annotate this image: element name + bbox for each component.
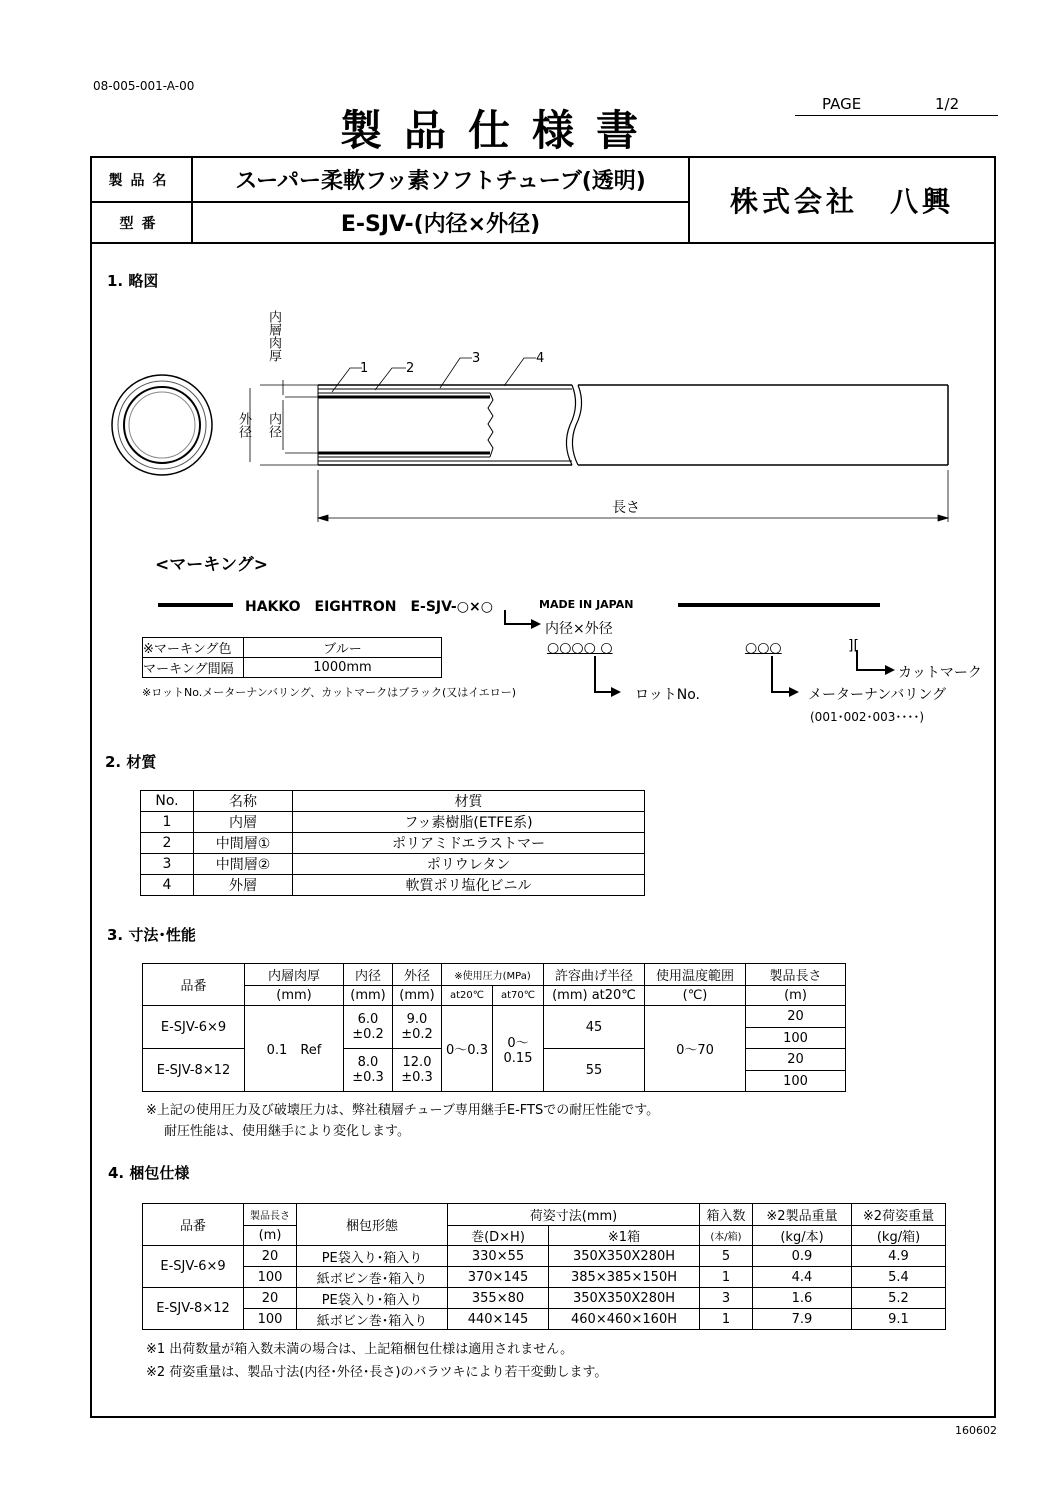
lot-label: ロットNo.	[635, 687, 700, 703]
pkg-box: 460×460×160H	[549, 1309, 700, 1330]
page-underline	[795, 115, 998, 116]
pkg-pkgweight: 5.2	[852, 1288, 946, 1309]
marking-interval-label: マーキング間隔	[143, 658, 244, 678]
pkg-roll: 370×145	[448, 1267, 549, 1288]
tube-body	[318, 385, 948, 465]
marking-bar-left	[158, 603, 233, 607]
inner-diameter-label: 内径	[266, 412, 281, 438]
pkg-header-qty-unit: (本/箱)	[700, 1226, 753, 1246]
pkg-qty: 1	[700, 1309, 753, 1330]
pkg-form: 紙ボビン巻･箱入り	[297, 1267, 448, 1288]
dimension-lines	[250, 380, 948, 522]
pkg-pkgweight: 9.1	[852, 1309, 946, 1330]
meter-label: メーターナンバリング	[808, 687, 947, 703]
pkg-header-roll: 巻(D×H)	[448, 1226, 549, 1246]
company-name: 株式会社 八興	[689, 157, 995, 243]
pkg-weight: 4.4	[753, 1267, 852, 1288]
cut-symbol: ][	[848, 638, 859, 654]
dim-p70a: 0～	[507, 1035, 529, 1051]
materials-table	[140, 790, 645, 896]
dim-header-bend: 許容曲げ半径	[544, 964, 645, 986]
pkg-length: 20	[244, 1246, 297, 1267]
cross-section	[112, 375, 212, 475]
pkg-box: 385×385×150H	[549, 1267, 700, 1288]
pkg-part: E-SJV-8×12	[143, 1288, 244, 1330]
table-row	[141, 812, 645, 833]
inner-thickness-label: 内層肉厚	[266, 310, 281, 362]
mat-no: 4	[141, 875, 194, 896]
mat-no: 3	[141, 854, 194, 875]
dim-header-length-unit: (m)	[746, 986, 846, 1006]
pkg-header-box: ※1箱	[549, 1226, 700, 1246]
cut-mark-label: カットマーク	[898, 665, 982, 681]
dim-od: 12.0	[402, 1055, 432, 1070]
dim-thick: 0.1 Ref	[245, 1006, 344, 1092]
pkg-weight: 1.6	[753, 1288, 852, 1309]
marking-footnote: ※ロットNo.メーターナンバリング、カットマークはブラック(又はイエロー)	[142, 686, 517, 699]
product-name-label: 製品名	[91, 157, 192, 202]
mat-name: 外層	[194, 875, 293, 896]
mat-header-name: 名称	[194, 791, 293, 812]
dimensions-table	[142, 963, 846, 1092]
page-label: PAGE	[822, 95, 862, 113]
pkg-header-length: 製品長さ	[244, 1204, 297, 1226]
model-label: 型番	[91, 202, 192, 243]
mat-name: 内層	[194, 812, 293, 833]
dim-length: 20	[746, 1049, 846, 1071]
lot-symbols: ○○○○ ○	[547, 640, 613, 656]
pkg-header-weight: ※2製品重量	[753, 1204, 852, 1226]
dim-id-tol: ±0.3	[352, 1070, 384, 1085]
pkg-box: 350X350X280H	[549, 1288, 700, 1309]
pkg-note-2: ※2 荷姿重量は、製品寸法(内径･外径･長さ)のバラツキにより若干変動します。	[146, 1365, 608, 1380]
made-in-japan: MADE IN JAPAN	[539, 598, 634, 611]
dim-header-bend-unit: (mm) at20℃	[544, 986, 645, 1006]
dim-header-id: 内径	[344, 964, 393, 986]
dim-header-p20: at20℃	[442, 986, 493, 1006]
header-block	[90, 156, 996, 244]
dim-od-tol: ±0.3	[401, 1070, 433, 1085]
footer-code: 160602	[955, 1424, 997, 1437]
pkg-length: 100	[244, 1267, 297, 1288]
pkg-form: PE袋入り･箱入り	[297, 1288, 448, 1309]
dim-id-tol: ±0.2	[352, 1027, 384, 1042]
dim-p20: 0～0.3	[442, 1006, 493, 1092]
dim-header-od-unit: (mm)	[393, 986, 442, 1006]
marking-dims-note: 内径×外径	[545, 621, 613, 637]
table-row	[141, 833, 645, 854]
marking-color-table	[142, 637, 442, 678]
layer-label-3: 3	[472, 351, 481, 366]
table-row	[143, 1309, 946, 1330]
pkg-qty: 3	[700, 1288, 753, 1309]
mat-name: 中間層①	[194, 833, 293, 854]
pkg-header-length-unit: (m)	[244, 1226, 297, 1246]
dim-header-length: 製品長さ	[746, 964, 846, 986]
pkg-roll: 355×80	[448, 1288, 549, 1309]
mat-no: 2	[141, 833, 194, 854]
layer-label-2: 2	[406, 361, 415, 376]
dim-header-part: 品番	[143, 964, 245, 1006]
dim-header-pressure: ※使用圧力(MPa)	[442, 964, 544, 986]
dim-bend: 55	[544, 1049, 645, 1092]
dim-header-temp-unit: (℃)	[645, 986, 746, 1006]
meter-symbols: ○○○	[745, 640, 782, 656]
dim-header-od: 外径	[393, 964, 442, 986]
pkg-length: 100	[244, 1309, 297, 1330]
meter-sequence: (001･002･003････)	[810, 710, 925, 724]
dim-od: 9.0	[406, 1012, 428, 1027]
section4-heading: 4. 梱包仕様	[108, 1164, 190, 1182]
pkg-length: 20	[244, 1288, 297, 1309]
mat-material: 軟質ポリ塩化ビニル	[293, 875, 645, 896]
length-label: 長さ	[612, 500, 640, 516]
pkg-header-weight-unit: (kg/本)	[753, 1226, 852, 1246]
section2-heading: 2. 材質	[105, 753, 157, 771]
table-row	[141, 875, 645, 896]
marking-color-value: ブルー	[244, 638, 442, 658]
pkg-header-form: 梱包形態	[297, 1204, 448, 1246]
dim-header-thick-unit: (mm)	[245, 986, 344, 1006]
tube-diagram	[100, 300, 980, 530]
dim-od-tol: ±0.2	[401, 1027, 433, 1042]
marking-heading: <マーキング>	[155, 555, 268, 575]
dim-id: 6.0	[357, 1012, 379, 1027]
pkg-header-pkgweight-unit: (kg/箱)	[852, 1226, 946, 1246]
table-row	[143, 1267, 946, 1288]
pkg-box: 350X350X280H	[549, 1246, 700, 1267]
marking-interval-value: 1000mm	[244, 658, 442, 678]
table-row	[143, 1246, 946, 1267]
mat-name: 中間層②	[194, 854, 293, 875]
product-name: スーパー柔軟フッ素ソフトチューブ(透明)	[192, 157, 689, 202]
mat-material: ポリアミドエラストマー	[293, 833, 645, 854]
marking-arrows	[495, 600, 915, 700]
dim-part: E-SJV-8×12	[143, 1049, 245, 1092]
mat-header-no: No.	[141, 791, 194, 812]
mat-no: 1	[141, 812, 194, 833]
dim-header-id-unit: (mm)	[344, 986, 393, 1006]
dim-temp: 0～70	[645, 1006, 746, 1092]
dim-part: E-SJV-6×9	[143, 1006, 245, 1049]
pkg-note-1: ※1 出荷数量が箱入数未満の場合は、上記箱梱包仕様は適用されません。	[146, 1342, 574, 1357]
outer-diameter-label: 外径	[236, 412, 251, 438]
pkg-header-pkgweight: ※2荷姿重量	[852, 1204, 946, 1226]
table-row	[143, 1006, 846, 1028]
mat-header-material: 材質	[293, 791, 645, 812]
page-title: 製品仕様書	[340, 106, 661, 155]
dim-note-2: 耐圧性能は、使用継手により変化します。	[164, 1124, 410, 1139]
pkg-roll: 440×145	[448, 1309, 549, 1330]
dim-note-1: ※上記の使用圧力及び破壊圧力は、弊社積層チューブ専用継手E-FTSでの耐圧性能です。	[146, 1103, 660, 1118]
section1-heading: 1. 略図	[107, 272, 159, 290]
pkg-weight: 7.9	[753, 1309, 852, 1330]
pkg-weight: 0.9	[753, 1246, 852, 1267]
section3-heading: 3. 寸法･性能	[107, 926, 196, 944]
model-number: E-SJV-(内径×外径)	[192, 202, 689, 243]
pkg-roll: 330×55	[448, 1246, 549, 1267]
marking-text: HAKKO EIGHTRON E-SJV-○×○	[245, 599, 493, 615]
pkg-form: 紙ボビン巻･箱入り	[297, 1309, 448, 1330]
mat-material: フッ素樹脂(ETFE系)	[293, 812, 645, 833]
pkg-qty: 5	[700, 1246, 753, 1267]
pkg-pkgweight: 5.4	[852, 1267, 946, 1288]
pkg-part: E-SJV-6×9	[143, 1246, 244, 1288]
dim-header-temp: 使用温度範囲	[645, 964, 746, 986]
dim-length: 100	[746, 1028, 846, 1049]
layer-label-1: 1	[360, 361, 369, 376]
page-number: 1/2	[935, 95, 960, 113]
pkg-header-part: 品番	[143, 1204, 244, 1246]
pkg-form: PE袋入り･箱入り	[297, 1246, 448, 1267]
table-row	[143, 1288, 946, 1309]
packaging-table	[142, 1203, 946, 1330]
dim-length: 100	[746, 1071, 846, 1092]
pkg-pkgweight: 4.9	[852, 1246, 946, 1267]
mat-material: ポリウレタン	[293, 854, 645, 875]
dim-length: 20	[746, 1006, 846, 1028]
dim-id: 8.0	[357, 1055, 379, 1070]
pkg-qty: 1	[700, 1267, 753, 1288]
pkg-header-dims: 荷姿寸法(mm)	[448, 1204, 700, 1226]
document-number: 08-005-001-A-00	[93, 79, 195, 93]
layer-label-4: 4	[536, 351, 545, 366]
dim-header-thick: 内層肉厚	[245, 964, 344, 986]
dim-bend: 45	[544, 1006, 645, 1049]
dim-p70b: 0.15	[503, 1050, 533, 1066]
table-row	[141, 854, 645, 875]
dim-header-p70: at70℃	[493, 986, 544, 1006]
marking-color-label: ※マーキング色	[143, 638, 244, 658]
pkg-header-qty: 箱入数	[700, 1204, 753, 1226]
